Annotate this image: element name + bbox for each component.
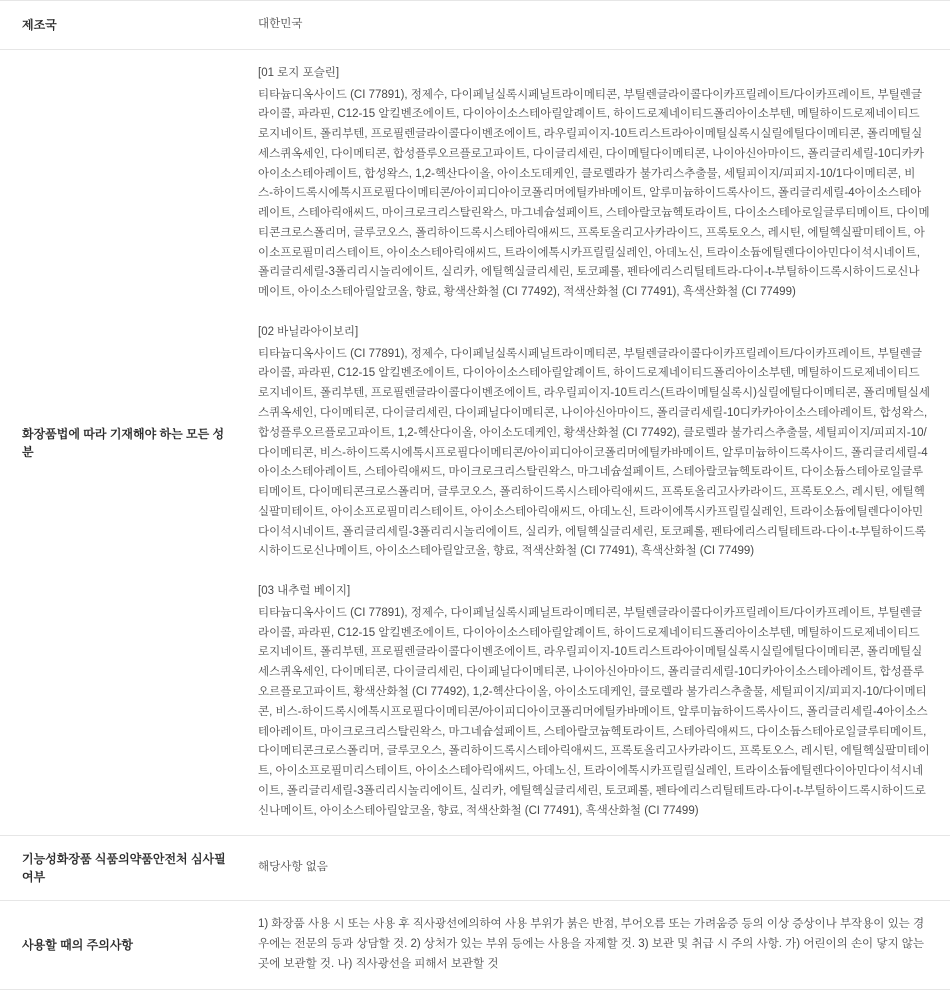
row-label-country-of-origin: 제조국 [22,17,57,32]
table-row [0,836,950,901]
ingredient-block-title: [01 로지 포슬린] [258,66,340,79]
table-row [0,1,950,50]
table-row [0,49,950,836]
row-label-usage-precautions: 사용할 때의 주의사항 [22,937,133,952]
row-label-all-ingredients: 화장품법에 따라 기재해야 하는 모든 성분 [22,426,225,459]
ingredient-block-body: 티타늄디옥사이드 (CI 77891), 정제수, 다이페닐실록시페닐트라이메티콘, 부틸렌글라이콜다이카프릴레이트/다이카프레이트, 부틸렌글라이콜, 파라핀, C12-15 알킬벤조에이트, 다이아이소스테아릴알례이트, 하이드로제네이티드폴리아이소부텐, 메틸하이드로제네이티드로지네이트, 폴리부텐, 프로필렌글라이콜다이벤조에이트, 라우릴피이지-10트리스트라아이메틸실록시실릴에틸다이메티콘, 폴리메틸실세스퀴옥세인, 다이메티콘, 다이글리세린, 다이페닐다이메티콘, 나이아신아마이드, 폴리글리세릴-10디카아이소스테아레이트, 합성플루오르플로고파이트, 황색산화철 (CI 77492), 1,2-헥산다이올, 아이소도데케인, 클로렐라 불가리스추출물, 세틸피이지/피피지-10/다이메티콘, 비스-하이드록시에톡시프로필다이메티콘/아이피디아이코폴리머에틸카바메이트, 알루미늄하이드록사이드, 폴리글리세릴-4아이소스테아레이트, 마이크로크리스탈린왁스, 마그네슘설페이트, 스테아랄코늄헥토라이트, 스테아릭애씨드, 다이소듐스테아로일글루티메이트, 다이메티콘크로스폴리머, 글루코오스, 폴리하이드록시스테아릭애씨드, 프록토올리고사카라이드, 프록토오스, 레시틴, 에틸헥실팔미테이트, 아이소프로필미리스테이트, 아이소스테아릭애씨드, 아데노신, 트라이에톡시카프릴릴실레인, 트라이소듐에틸렌다이아민다이석시네이트, 폴리글리세릴-3폴리리시놀리에이트, 실리카, 에틸헥실글리세린, 토코페롤, 펜타에리스리틸테트라-다이-t-부틸하이드록시하이드로신나메이트, 아이소스테아릴알코올, 향료, 적색산화철 (CI 77491), 흑색산화철 (CI 77499) [258,606,930,817]
ingredient-block [258,582,930,821]
ingredient-block-title: [02 바닐라아이보리] [258,325,359,338]
ingredient-block [258,64,930,303]
ingredient-block [258,323,930,562]
table-row [0,901,950,989]
row-value-usage-precautions: 1) 화장품 사용 시 또는 사용 후 직사광선에의하여 사용 부위가 붉은 반점, 부어오름 또는 가려움증 등의 이상 증상이나 부작용이 있는 경우에는 전문의 등과 상담할 것. 2) 상처가 있는 부위 등에는 사용을 자제할 것. 3) 보관 및 취급 시 주의 사항. 가) 어린이의 손이 닿지 않는 곳에 보관할 것. 나) 직사광선을 피해서 보관할 것 [258,918,925,970]
row-label-functional-cosmetic-approval: 기능성화장품 식품의약품안전처 심사필 여부 [22,852,226,885]
row-value-country-of-origin: 대한민국 [258,18,303,30]
row-value-all-ingredients [248,49,950,836]
ingredient-block-title: [03 내추럴 베이지] [258,585,351,598]
ingredient-block-body: 티타늄디옥사이드 (CI 77891), 정제수, 다이페닐실록시페닐트라이메티콘, 부틸렌글라이콜다이카프릴레이트/다이카프레이트, 부틸렌글라이콜, 파라핀, C12-15 알킬벤조에이트, 다이아이소스테아릴알례이트, 하이드로제네이티드폴리아이소부텐, 메틸하이드로제네이티드로지네이트, 폴리부텐, 프로필렌글라이콜다이벤조에이트, 라우릴피이지-10트리스트라아이메틸실록시실릴에틸다이메티콘, 폴리메틸실세스퀴옥세인, 다이메티콘, 합성플루오르플로고파이트, 다이글리세린, 다이메틸다이메티콘, 나이아신아마이드, 폴리글리세릴-10디카카아이소스테아레이트, 합성왁스, 1,2-헥산다이올, 아이소도데케인, 클로렐라가 불가리스추출물, 세틸피이지/피피지-10/1다이메티콘, 비스-하이드록시에톡시프로필다이메티콘/아이피디아이코폴리머에틸카바메이트, 알루미늄하이드록사이드, 폴리글리세릴-4아이소스테아레이트, 스테아릭애씨드, 마이크로크리스탈린왁스, 마그네슘설페이트, 스테아랄코늄헥토라이트, 다이소스테아로일글루티메이트, 다이메티콘크로스폴리머, 글루코오스, 폴리하이드록시스테아릭애씨드, 프록토올리고사카라이드, 프록토오스, 레시틴, 에틸헥실팔미테이트, 아이소프로필미리스테이트, 아이소스테아릭애씨드, 트라이에톡시카프릴릴실레인, 아데노신, 트라이소듐에틸렌다이아민다이석시네이트, 폴리글리세릴-3폴리리시놀리에이트, 실리카, 에틸헥실글리세린, 토코페롤, 펜타에리스리틸테트라-다이-t-부틸하이드록시하이드로신나메이트, 아이소스테아릴알코올, 향료, 황색산화철 (CI 77492), 적색산화철 (CI 77491), 흑색산화철 (CI 77499) [258,88,930,299]
ingredient-block-body: 티타늄디옥사이드 (CI 77891), 정제수, 다이페닐실록시페닐트라이메티콘, 부틸렌글라이콜다이카프릴레이트/다이카프레이트, 부틸렌글라이콜, 파라핀, C12-15 알킬벤조에이트, 다이아이소스테아릴알례이트, 하이드로제네이티드폴리아이소부텐, 메틸하이드로제네이티드로지네이트, 폴리부텐, 프로필렌글라이콜다이벤조에이트, 라우릴피이지-10트리스(트라이메틸실록시)실릴에틸다이메티콘, 폴리메틸실세스퀴옥세인, 다이메티콘, 다이글리세린, 다이페닐다이메티콘, 나이아신아마이드, 폴리글리세릴-10디카카아이소스테아레이트, 합성왁스, 합성플루오르플로고파이트, 1,2-헥산다이올, 아이소도데케인, 황색산화철 (CI 77492), 클로렐라 불가리스추출물, 세틸피이지/피피지-10/다이메티콘, 비스-하이드록시에톡시프로필다이메티콘/아이피디아이코폴리머에틸카바메이트, 알루미늄하이드록사이드, 폴리글리세릴-4아이소스테아레이트, 스테아릭애씨드, 마이크로크리스탈린왁스, 마그네슘설페이트, 스테아랄코늄헥토라이트, 다이소듐스테아로일글루티메이트, 다이메티콘크로스폴리머, 글루코오스, 폴리하이드록시스테아릭애씨드, 프록토올리고사카라이드, 프록토오스, 레시틴, 에틸헥실팔미테이트, 아이소프로필미리스테이트, 아이소스테아릭애씨드, 아데노신, 트라이에톡시카프릴릴실레인, 트라이소듐에틸렌다이아민다이석시네이트, 폴리글리세릴-3폴리리시놀리에이트, 실리카, 에틸헥실글리세린, 토코페롤, 펜타에리스리틸테트라-다이-t-부틸하이드록시하이드로신나메이트, 아이소스테아릴알코올, 향료, 적색산화철 (CI 77491), 흑색산화철 (CI 77499) [258,347,930,558]
row-value-functional-cosmetic-approval: 해당사항 없음 [258,861,328,874]
